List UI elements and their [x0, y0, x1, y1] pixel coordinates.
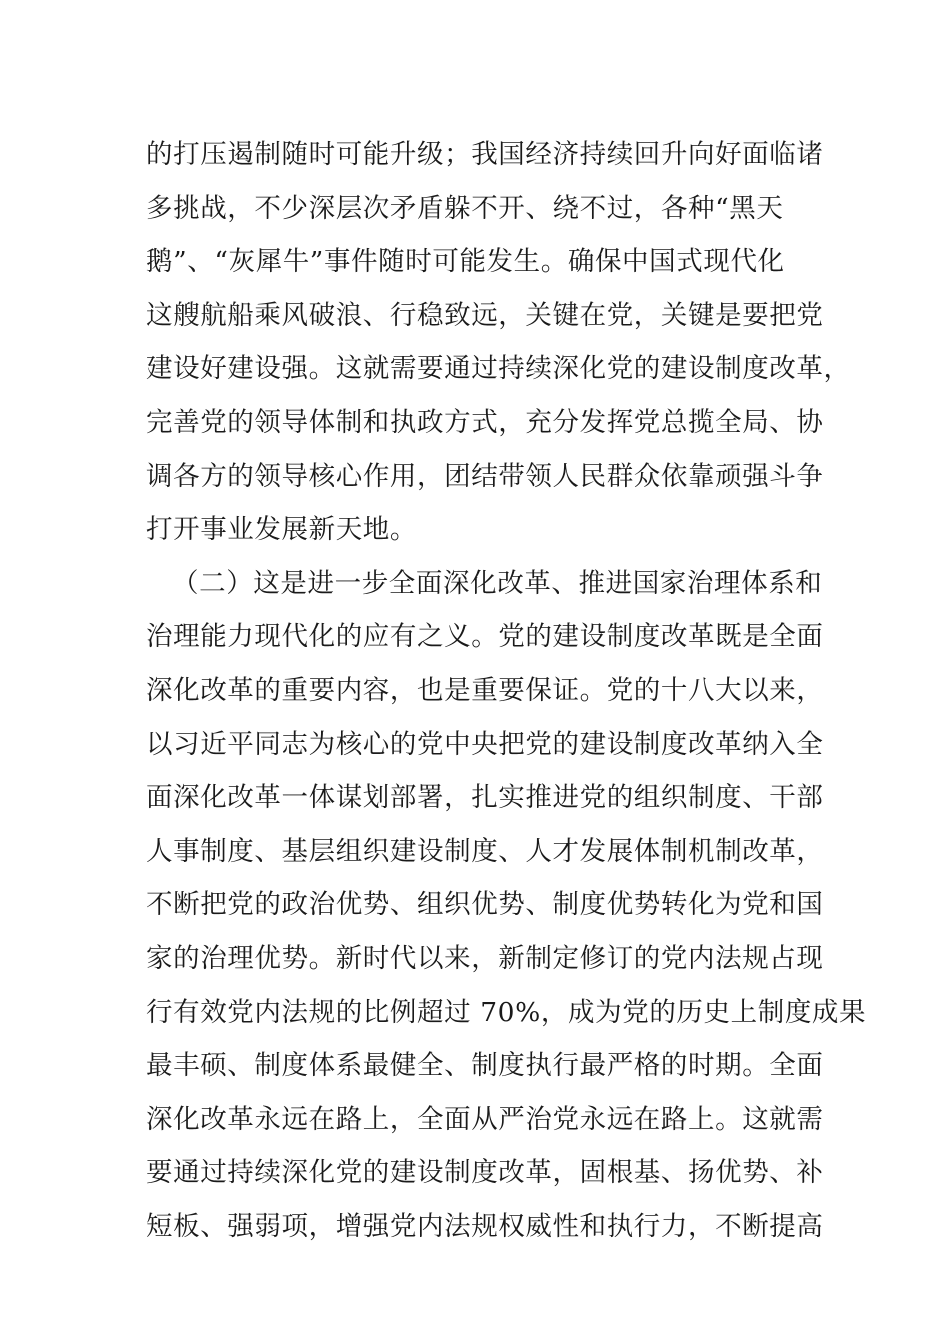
- text-line: 的打压遏制随时可能升级；我国经济持续回升向好面临诸: [146, 139, 824, 170]
- text-line: 家的治理优势。新时代以来，新制定修订的党内法规占现: [146, 942, 824, 974]
- text-line: 行有效党内法规的比例超过 70%，成为党的历史上制度成果: [146, 996, 867, 1028]
- text-line: 要通过持续深化党的建设制度改革，固根基、扬优势、补: [146, 1157, 824, 1189]
- text-line: 打开事业发展新天地。: [146, 514, 417, 546]
- text-line: 以习近平同志为核心的党中央把党的建设制度改革纳入全: [146, 728, 824, 760]
- text-line: 鹅”、“灰犀牛”事件随时可能发生。确保中国式现代化: [146, 246, 785, 278]
- text-line: 面深化改革一体谋划部署，扎实推进党的组织制度、干部: [146, 782, 824, 814]
- text-line: 调各方的领导核心作用，团结带领人民群众依靠顽强斗争: [146, 460, 824, 492]
- text-line: 最丰硕、制度体系最健全、制度执行最严格的时期。全面: [146, 1050, 824, 1082]
- text-line: 深化改革的重要内容，也是重要保证。党的十八大以来，: [146, 674, 824, 706]
- text-line: 建设好建设强。这就需要通过持续深化党的建设制度改革，: [146, 353, 851, 385]
- text-line: 完善党的领导体制和执政方式，充分发挥党总揽全局、协: [146, 406, 824, 438]
- section-heading-line: （二）这是进一步全面深化改革、推进国家治理体系和: [172, 567, 823, 599]
- text-line: 治理能力现代化的应有之义。党的建设制度改革既是全面: [146, 621, 824, 653]
- text-line: 这艘航船乘风破浪、行稳致远，关键在党，关键是要把党: [146, 299, 824, 331]
- text-line: 人事制度、基层组织建设制度、人才发展体制机制改革，: [146, 835, 824, 867]
- text-line: 短板、强弱项，增强党内法规权威性和执行力，不断提高: [146, 1210, 824, 1242]
- body-text: [146, 128, 867, 1253]
- text-line: 深化改革永远在路上，全面从严治党永远在路上。这就需: [146, 1103, 824, 1135]
- text-line: 多挑战，不少深层次矛盾躲不开、绕不过，各种“黑天: [146, 192, 784, 224]
- text-line: 不断把党的政治优势、组织优势、制度优势转化为党和国: [146, 889, 824, 921]
